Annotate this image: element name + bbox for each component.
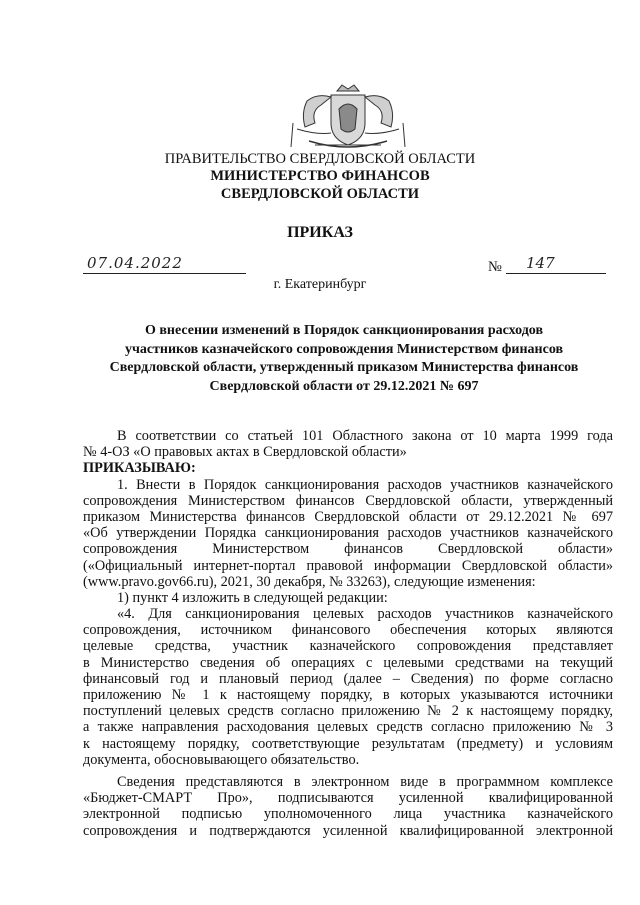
body-line: документа, обосновывающего обязательство. xyxy=(83,751,360,768)
body-line: 1. Внести в Порядок санкционирования расходов участников казначейского xyxy=(117,476,613,493)
ministry-name-line1: МИНИСТЕРСТВО ФИНАНСОВ xyxy=(210,168,430,184)
body-line: а также направления расходования целевых средств согласно приложению № 3 xyxy=(83,719,613,736)
handwritten-number: 147 xyxy=(526,254,555,272)
body-line: «Бюджет-СМАРТ Про», подписываются усиленной квалифицированной xyxy=(83,790,613,807)
date-field xyxy=(83,256,246,274)
body-line: сопровождения Министерством финансов Свердловской области, утвержденный xyxy=(83,492,613,509)
title-line: Свердловской области от 29.12.2021 № 697 xyxy=(209,378,479,394)
body-line: в Министерство сведения об операциях с целевыми средствами на текущий xyxy=(83,654,613,671)
body-line: сопровождения, источником финансового обеспечения которых являются xyxy=(83,622,613,639)
title-line: О внесении изменений в Порядок санкционирования расходов xyxy=(144,323,544,338)
order-directive: ПРИКАЗЫВАЮ: xyxy=(83,460,196,477)
handwritten-date: 07.04.2022 xyxy=(87,254,183,272)
document-type: ПРИКАЗ xyxy=(287,224,353,241)
body-line: приложению № 1 к настоящему порядку, в которых указываются источники xyxy=(83,687,613,703)
number-field xyxy=(506,256,606,274)
body-line: к настоящему порядку, соответствующие результатам (предмету) и условиям xyxy=(83,735,613,752)
body-line: 1) пункт 4 изложить в следующей редакции: xyxy=(117,589,388,606)
body-line: сопровождения и подтверждаются усиленной квалифицированной электронной xyxy=(83,822,613,839)
body-line: целевые средства, участник казначейского сопровождения представляет xyxy=(83,638,613,655)
body-line: «4. Для санкционирования целевых расходов участников казначейского xyxy=(117,606,613,623)
government-name: ПРАВИТЕЛЬСТВО СВЕРДЛОВСКОЙ ОБЛАСТИ xyxy=(164,151,476,167)
number-label: № xyxy=(488,259,502,275)
city-name: г. Екатеринбург xyxy=(273,277,367,292)
body-line: приказом Министерства финансов Свердловской области от 29.12.2021 № 697 xyxy=(83,508,613,525)
body-line: № 4-ОЗ «О правовых актах в Свердловской области» xyxy=(83,444,407,461)
coat-of-arms-emblem xyxy=(287,83,409,151)
title-line: участников казначейского сопровождения Министерством финансов xyxy=(124,341,564,357)
body-line: В соответствии со статьей 101 Областного закона от 10 марта 1999 года xyxy=(117,428,613,444)
body-line: поступлений целевых средств согласно приложению № 2 к настоящему порядку, xyxy=(83,703,613,720)
order-title xyxy=(80,322,608,396)
title-line: Свердловской области, утвержденный приказом Министерства финансов xyxy=(109,360,579,375)
order-body xyxy=(83,428,613,839)
body-line: финансовый год и плановый период (далее – Сведения) по форме согласно xyxy=(83,670,613,687)
ministry-name-line2: СВЕРДЛОВСКОЙ ОБЛАСТИ xyxy=(220,186,420,202)
body-line: «Об утверждении Порядка санкционирования расходов участников казначейского xyxy=(83,525,613,542)
body-line: («Официальный интернет-портал правовой информации Свердловской области» xyxy=(83,557,613,574)
body-line: электронной подписью уполномоченного лица участника казначейского xyxy=(83,806,613,823)
body-line: (www.pravo.gov66.ru), 2021, 30 декабря, № 33263), следующие изменения: xyxy=(83,573,536,590)
body-line: Сведения представляются в электронном виде в программном комплексе xyxy=(117,773,613,790)
body-line: сопровождения Министерством финансов Свердловской области» xyxy=(83,541,613,558)
